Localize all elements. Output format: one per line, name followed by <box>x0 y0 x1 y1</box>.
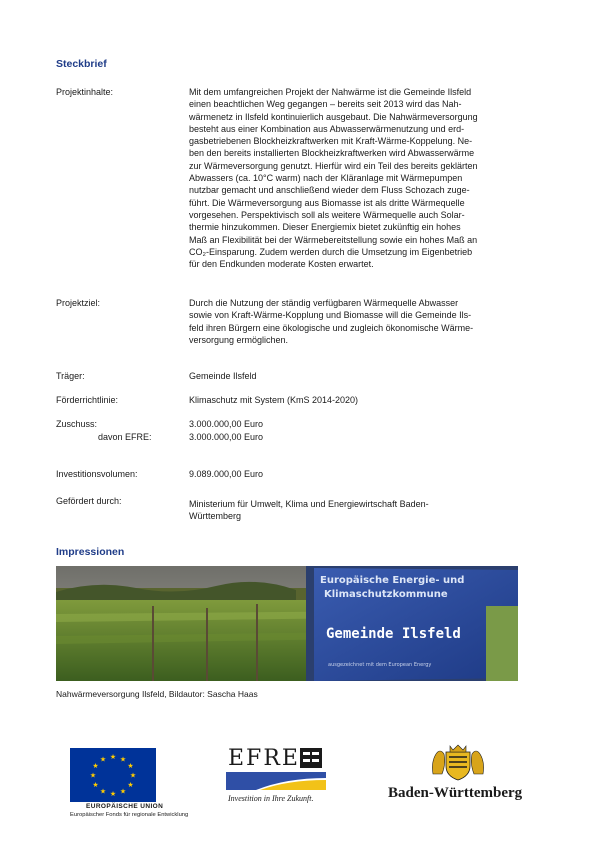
efre-wordmark: EFRE <box>228 746 300 771</box>
zuschuss-value: 3.000.000,00 Euro <box>189 419 264 429</box>
section-heading-steckbrief: Steckbrief <box>56 58 107 70</box>
foerderrichtlinie-value: Klimaschutz mit System (KmS 2014-2020) <box>189 395 359 405</box>
photo-impression <box>56 566 518 681</box>
text-line: sowie von Kraft-Wärme-Kopplung und Biomasse will die Gemeinde Ils- <box>189 310 472 321</box>
efre-tagline: Investition in Ihre Zukunft. <box>228 794 314 803</box>
svg-text:★: ★ <box>119 787 127 796</box>
text-line: für den Endkunden moderate Kosten erwartet. <box>189 259 374 270</box>
traeger-value: Gemeinde Ilsfeld <box>189 371 257 381</box>
efre-swoosh-icon <box>226 770 326 797</box>
projektziel-label: Projektziel: <box>56 298 101 308</box>
text-line: Maß an Flexibilität bei der Wärmebereitstellung sowie ein hohes Maß an <box>189 234 478 245</box>
text-line: Mit dem umfangreichen Projekt der Nahwärme ist die Gemeinde Ilsfeld <box>189 87 472 97</box>
gefoerdert-value <box>189 498 515 523</box>
text-line: ben den bereits installierten Blockheizkraftwerken wird Abwasserwärme <box>189 148 475 159</box>
text-line: Abwassers (ca. 10°C warm) nach der Kläranlage mit Wärmepumpen <box>189 173 463 184</box>
text-line: CO₂-Einsparung. Zudem werden durch die Umsetzung im Eigenbetrieb <box>189 246 473 257</box>
svg-text:★: ★ <box>129 771 137 780</box>
gefoerdert-label: Gefördert durch: <box>56 496 122 506</box>
sign-text: Europäische Energie- und <box>320 575 465 586</box>
bw-wordmark: Baden-Württemberg <box>388 785 523 801</box>
svg-text:★: ★ <box>92 762 99 770</box>
svg-text:★: ★ <box>127 781 134 789</box>
text-line: feld ihren Bürgern eine ökologische und zugleich ökonomische Wärme- <box>189 322 474 333</box>
text-line: einen beachtlichen Weg gegangen – bereits seit 2013 wird das Nah- <box>189 99 462 110</box>
photo-caption: Nahwärmeversorgung Ilsfeld, Bildautor: Sascha Haas <box>56 689 258 699</box>
text-line: Durch die Nutzung der ständig verfügbaren Wärmequelle Abwasser <box>189 298 459 308</box>
svg-text:★: ★ <box>99 787 107 796</box>
efre-label: davon EFRE: <box>98 432 152 442</box>
text-line: vorgesehen. Perspektivisch soll als weitere Wärmequelle auch Solar- <box>189 209 465 220</box>
sign-name: Gemeinde Ilsfeld <box>326 626 461 642</box>
traeger-label: Träger: <box>56 371 85 381</box>
svg-text:★: ★ <box>89 771 97 780</box>
svg-text:★: ★ <box>109 790 117 798</box>
text-line: nutzbar gemacht und anschließend wieder dem Fluss Schozach zuge- <box>189 185 470 196</box>
text-line: führt. Die Wärmeversorgung aus Biomasse ist als dritte Wärmequelle <box>189 197 465 208</box>
svg-text:★: ★ <box>99 755 107 764</box>
sign-text: Klimaschutzkommune <box>324 589 448 600</box>
eu-stars-icon <box>70 748 156 802</box>
eu-title: EUROPÄISCHE UNION <box>86 803 164 810</box>
zuschuss-label: Zuschuss: <box>56 419 98 429</box>
text-line: besteht aus einer Kombination aus Abwasserwärmenutzung und erd- <box>189 123 465 134</box>
text-line: Ministerium für Umwelt, Klima und Energiewirtschaft Baden- <box>189 499 429 509</box>
text-line: gasbetriebenen Blockheizkraftwerken mit Kraft-Wärme-Koppelung. Ne- <box>189 136 473 147</box>
svg-text:★: ★ <box>119 755 127 764</box>
projektinhalte-label: Projektinhalte: <box>56 87 114 97</box>
sign-text: ausgezeichnet mit dem European Energy <box>328 662 432 668</box>
bw-coat-of-arms-icon <box>428 744 488 787</box>
section-heading-impressionen: Impressionen <box>56 546 125 558</box>
svg-text:★: ★ <box>109 753 117 761</box>
photo-illustration <box>56 566 518 681</box>
investition-label: Investitionsvolumen: <box>56 469 138 479</box>
svg-text:★: ★ <box>92 781 99 789</box>
text-line: zur Wärmeversorgung genutzt. Hierfür wird ein Teil des bereits geklärten <box>189 160 478 171</box>
efre-value: 3.000.000,00 Euro <box>189 432 264 442</box>
svg-text:★: ★ <box>127 762 134 770</box>
foerderrichtlinie-label: Förderrichtlinie: <box>56 395 119 405</box>
text-line: versorgung ermöglichen. <box>189 334 289 345</box>
text-line: wärmenetz in Ilsfeld kontinuierlich ausgebaut. Die Nahwärmeversorgung <box>189 111 478 122</box>
eu-subtitle: Europäischer Fonds für regionale Entwicklung <box>70 812 189 818</box>
projektziel-text <box>189 297 515 346</box>
investition-value: 9.089.000,00 Euro <box>189 469 264 479</box>
projektinhalte-text <box>189 86 515 270</box>
eu-flag-logo <box>70 748 156 807</box>
text-line: Württemberg <box>189 511 242 522</box>
text-line: thermie hinzukommen. Dieser Energiemix bietet zukünftig ein hohes <box>189 222 461 233</box>
